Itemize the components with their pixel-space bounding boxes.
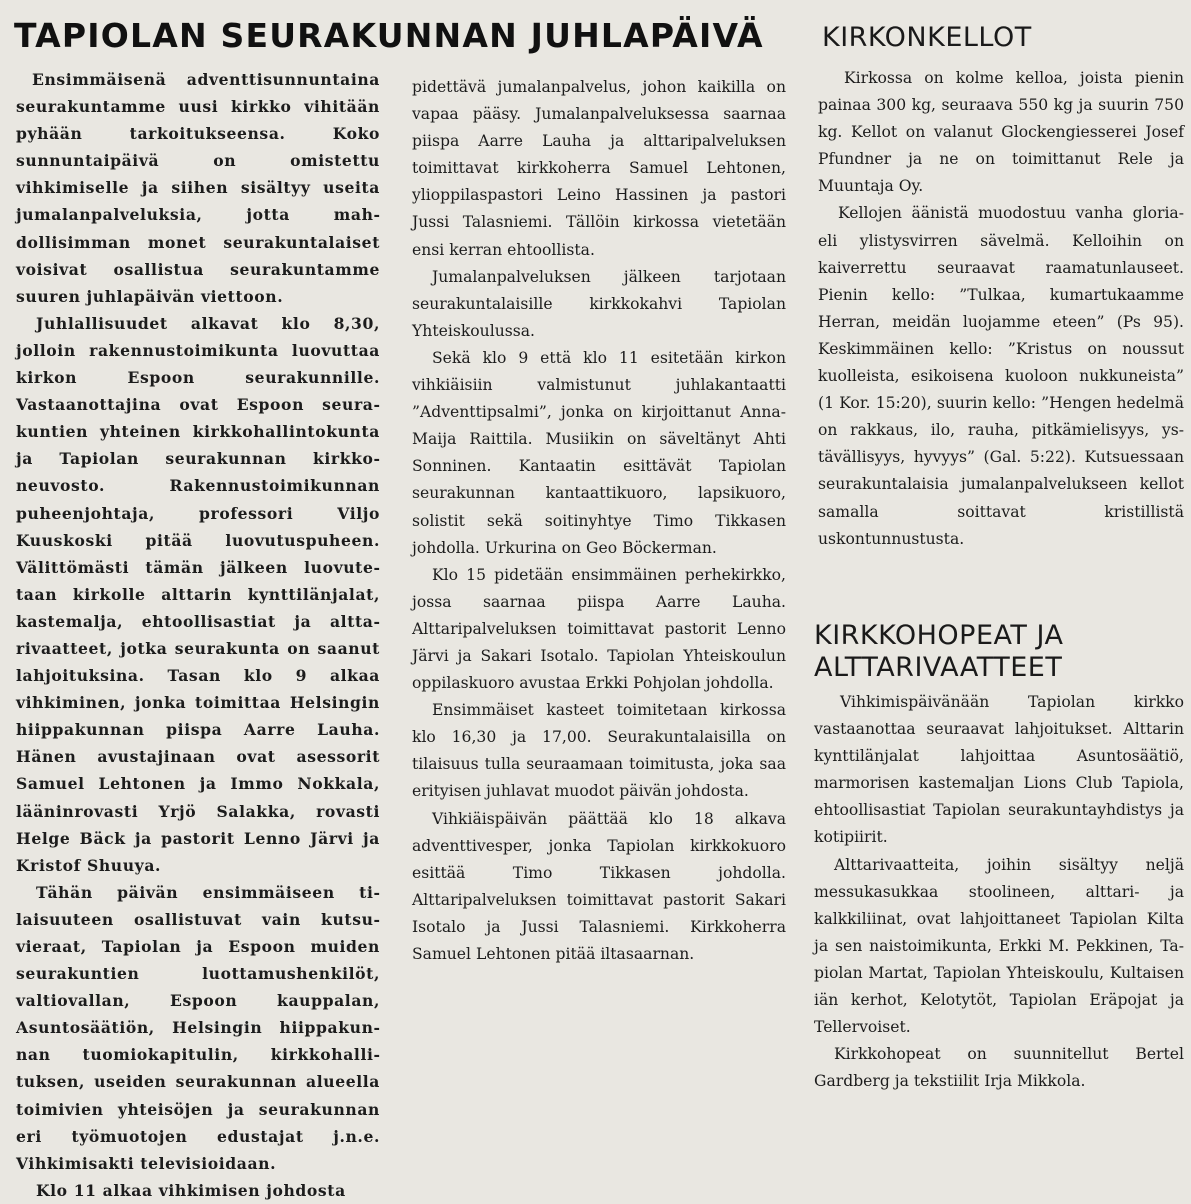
- paragraph: Kirkossa on kolme kelloa, joista pienin painaa 300 kg, seuraava 550 kg ja suurin 750 kg. Kellot on valanut Glockengiesserei Josef Pfundner ja ne on toimittanut Rele ja Muuntaja Oy.: [818, 69, 1184, 196]
- article-column-4: [814, 689, 1184, 1095]
- article-headline: TAPIOLAN SEURAKUNNAN JUHLAPÄIVÄ: [14, 16, 764, 55]
- section-heading-kirkonkellot: KIRKONKELLOT: [822, 22, 1032, 53]
- paragraph: Ensimmäisenä adventtisunnuntaina seurakuntamme uusi kirkko vihitään pyhään tarkoitukseensa. Koko sunnuntaipäivä on omistettu vihkimiselle ja siihen sisältyy useita jumalanpalveluksia, jotta mahdollisimman monet seurakuntalaiset voisivat osallistua seurakuntamme suuren juhlapäivän viettoon.: [16, 70, 380, 306]
- paragraph: Vihkiäispäivän päättää klo 18 alkava adventtivesper, jonka Tapiolan kirkkokuoro esittää Timo Tikkasen johdolla. Alttaripalveluksen toimittavat pastorit Sakari Isotalo ja Jussi Talasniemi. Kirkkoherra Samuel Lehtonen pitää iltasaarnan.: [412, 809, 786, 963]
- article-column-2: [412, 74, 786, 968]
- article-column-1: [16, 66, 380, 1204]
- paragraph: Alttarivaatteita, joihin sisältyy neljä messukasukkaa stoolineen, alttari- ja kalkkiliinat, ovat lahjoittaneet Tapiolan Kilta ja sen naistoimikunta, Erkki M. Pekkinen, Tapiolan Martat, Tapiolan Yhteiskoulu, Kultaisen iän kerhot, Kelotytöt, Tapiolan Eräpojat ja Tellervoiset.: [814, 855, 1184, 1037]
- paragraph: Jumalanpalveluksen jälkeen tarjotaan seurakuntalaisille kirkkokahvi Tapiolan Yhteiskoulussa.: [412, 267, 786, 340]
- paragraph: Tähän päivän ensimmäiseen tilaisuuteen osallistuvat vain kutsuvieraat, Tapiolan ja Espoon muiden seurakuntien luottamushenkilöt, valtiovallan, Espoon kauppalan, Asuntosäätiön, Helsingin hiippakunnan tuomiokapitulin, kirkkohallituksen, useiden seurakunnan alueella toimivien yhteisöjen ja seurakunnan eri työmuotojen edustajat j.n.e. Vihkimisakti televisioidaan.: [16, 882, 380, 1173]
- paragraph: Juhlallisuudet alkavat klo 8,30, jolloin rakennustoimikunta luovuttaa kirkon Espoon seurakunnille. Vastaanottajina ovat Espoon seurakuntien yhteinen kirkkohallintokunta ja Tapiolan seurakunnan kirkkoneuvosto. Rakennustoimikunnan puheenjohtaja, professori Viljo Kuuskoski pitää luovutuspuheen. Välittömästi tämän jälkeen luovutetaan kirkolle alttarin kynttilänjalat, kastemalja, ehtoollisastiat ja alttarivaatteet, jotka seurakunta on saanut lahjoituksina. Tasan klo 9 alkaa vihkiminen, jonka toimittaa Helsingin hiippakunnan piispa Aarre Lauha. Hänen avustajinaan ovat asessorit Samuel Lehtonen ja Immo Nokkala, lääninrovasti Yrjö Salakka, rovasti Helge Bäck ja pastorit Lenno Järvi ja Kristof Shuuya.: [16, 313, 380, 875]
- paragraph: Ensimmäiset kasteet toimitetaan kirkossa klo 16,30 ja 17,00. Seurakuntalaisilla on tilaisuus tulla seuraamaan toimitusta, joka saa erityisen juhlavat muodot päivän johdosta.: [412, 701, 786, 801]
- paragraph: Kellojen äänistä muodostuu vanha gloria- eli ylistysvirren sävelmä. Kelloihin on kaiverrettu seuraavat raamatunlauseet. Pienin kello: ”Tulkaa, kumartukaamme Herran, meidän luojamme eteen” (Ps 95). Keskimmäinen kello: ”Kristus on noussut kuolleista, esikoisena kuoloon nukkuneista” (1 Kor. 15:20), suurin kello: ”Hengen hedelmä on rakkaus, ilo, rauha, pitkämielisyys, ystävällisyys, hyvyys” (Gal. 5:22). Kutsuessaan seurakuntalaisia jumalanpalvelukseen kellot samalla soittavat kristillistä uskontunnustusta.: [818, 204, 1184, 548]
- paragraph-continuation: pidettävä jumalanpalvelus, johon kaikilla on vapaa pääsy. Jumalanpalveluksessa saarnaa piispa Aarre Lauha ja alttaripalveluksen toimittavat kirkkoherra Samuel Lehtonen, ylioppilaspastori Leino Hassinen ja pastori Jussi Talasniemi. Tällöin kirkossa vietetään ensi kerran ehtoollista.: [412, 78, 786, 259]
- paragraph: Sekä klo 9 että klo 11 esitetään kirkon vihkiäisiin valmistunut juhlakantaatti ”Adventtipsalmi”, jonka on kirjoittanut Anna-Maija Raittila. Musiikin on säveltänyt Ahti Sonninen. Kantaatin esittävät Tapiolan seurakunnan kantaattikuoro, lapsikuoro, solistit sekä soitinyhtye Timo Tikkasen johdolla. Urkurina on Geo Böckerman.: [412, 348, 786, 557]
- article-column-3: [818, 65, 1184, 553]
- paragraph: Klo 15 pidetään ensimmäinen perhekirkko, jossa saarnaa piispa Aarre Lauha. Alttaripalveluksen toimittavat pastorit Lenno Järvi ja Sakari Isotalo. Tapiolan Yhteiskoulun oppilaskuoro avustaa Erkki Pohjolan johdolla.: [412, 565, 786, 693]
- paragraph: Klo 11 alkaa vihkimisen johdosta: [36, 1180, 346, 1200]
- paragraph: Vihkimispäivänään Tapiolan kirkko vastaanottaa seuraavat lahjoitukset. Alttarin kynttilänjalat lahjoittaa Asuntosäätiö, marmorisen kastemaljan Lions Club Tapiola, ehtoollisastiat Tapiolan seurakuntayhdistys ja kotipiirit.: [814, 693, 1184, 847]
- section-heading-kirkkohopeat: KIRKKOHOPEAT JA ALTTARIVAATTEET: [814, 620, 1064, 683]
- paragraph: Kirkkohopeat on suunnitellut Bertel Gardberg ja tekstiilit Irja Mikkola.: [814, 1045, 1184, 1091]
